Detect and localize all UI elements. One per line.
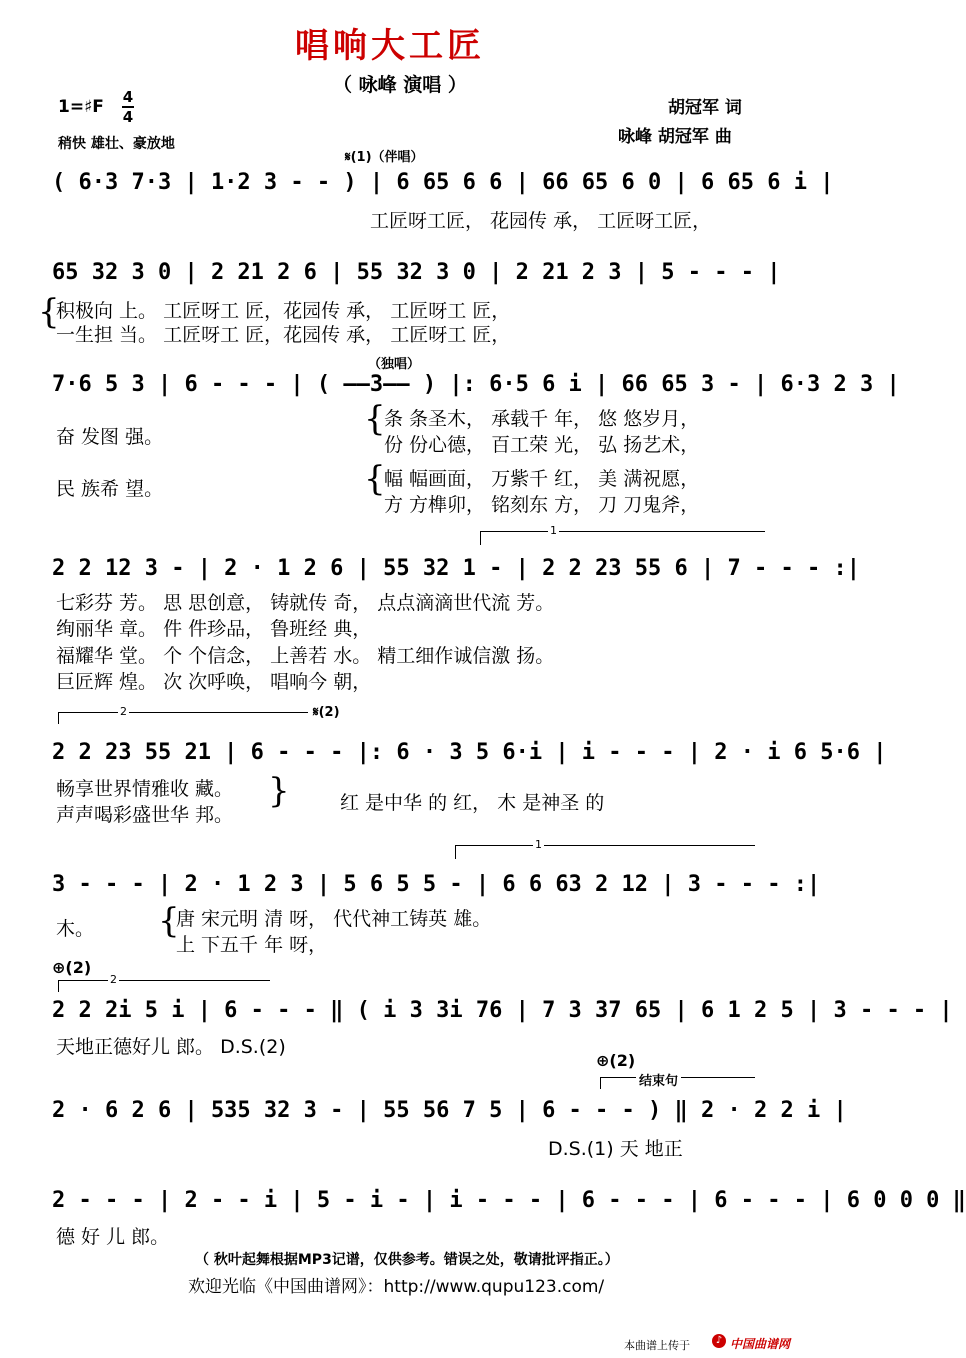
lyrics-line-4d: 巨匠辉 煌。 次 次呼唤， 唱响今 朝， (56, 671, 372, 693)
verse-line-6b: 上 下五千 年 呀， (176, 934, 328, 956)
brand-logo-icon: ♪ (712, 1334, 726, 1348)
key-signature: 1=♯F (58, 97, 104, 117)
lyrics-line-2a: 积极向 上。 工匠呀工 匠，花园传 承， 工匠呀工 匠， (56, 300, 511, 322)
verse-line-4: 方 方榫卯， 铭刻东 方， 刀 刀鬼斧， (384, 494, 700, 516)
ending-bracket-edge (600, 1077, 601, 1089)
lyrics-line-6a: 木。 (56, 918, 95, 940)
lyrics-line-4c: 福耀华 堂。 个 个信念， 上善若 水。 精工细作诚信激 扬。 (56, 645, 555, 667)
notation-line-1: ( 6·3 7·3 | 1·2 3 - - ) | 6 65 6 6 | 66 65 6 0 | 6 65 6 i | (52, 170, 834, 195)
lyrics-line-1: 工匠呀工匠， 花园传 承， 工匠呀工匠， (370, 210, 712, 232)
lyrics-line-5b: 声声喝彩盛世华 邦。 (56, 804, 234, 826)
lyrics-line-3b: 民 族希 望。 (56, 478, 164, 500)
volta-1-bracket-b-edge (455, 845, 456, 859)
volta-1-label: 1 (550, 524, 557, 537)
chorus-lyrics: 红 是中华 的 红， 木 是神圣 的 (340, 792, 605, 814)
verse-brace: { (364, 399, 386, 439)
lyrics-line-9: 德 好 儿 郎。 (56, 1226, 170, 1248)
transcription-note: （ 秋叶起舞根据MP3记谱，仅供参考。错误之处，敬请批评指正。） (195, 1252, 619, 1268)
lyrics-line-8: D.S.(1) 天 地正 (548, 1138, 683, 1160)
lyrics-line-3a: 奋 发图 强。 (56, 426, 164, 448)
ending-label: 结束句 (636, 1070, 681, 1089)
tempo-marking: 稍快 雄壮、豪放地 (58, 136, 175, 152)
volta-2-bracket-edge (58, 712, 59, 724)
verse-brace: { (158, 901, 180, 941)
verse-line-2: 份 份心德， 百工荣 光， 弘 扬艺术， (384, 434, 700, 456)
segno-1-mark: 𝄋(1)（伴唱） (345, 150, 424, 165)
coda-2-mark-ending: ⊕(2) (596, 1051, 636, 1070)
verse-brace: { (364, 459, 386, 499)
notation-line-5: 2 2 23 55 21 | 6 - - - |: 6 · 3 5 6·i | i - - - | 2 · i 6 5·6 | (52, 740, 887, 765)
lyrics-line-7: 天地正德好儿 郎。 D.S.(2) (56, 1036, 286, 1058)
performer-credit: （ 咏峰 演唱 ） (333, 74, 467, 96)
notation-line-3: 7·6 5 3 | 6 - - - | ( ——3—— ) |: 6·5 6 i | 66 65 3 - | 6·3 2 3 | (52, 372, 900, 397)
notation-line-7: 2 2 2i 5 i | 6 - - - ‖ ( i 3 3i 76 | 7 3 37 65 | 6 1 2 5 | 3 - - - | (52, 998, 953, 1023)
time-signature (122, 88, 134, 126)
notation-line-6: 3 - - - | 2 · 1 2 3 | 5 6 5 5 - | 6 6 63 2 12 | 3 - - - :| (52, 872, 821, 897)
lyrics-line-5a: 畅享世界情雅收 藏。 (56, 778, 234, 800)
segno-2-mark: 𝄋(2) (313, 705, 340, 720)
volta-1-label-b: 1 (535, 838, 542, 851)
verse-brace: { (38, 292, 60, 332)
verse-line-1: 条 条圣木， 承载千 年， 悠 悠岁月， (384, 408, 700, 430)
volta-1-bracket (480, 531, 765, 532)
volta-2-bracket-b (58, 980, 270, 981)
website-welcome: 欢迎光临《中国曲谱网》：http://www.qupu123.com/ (188, 1277, 605, 1297)
lyricist-credit: 胡冠军 词 (668, 98, 742, 118)
verse-line-3: 幅 幅画面， 万紫千 红， 美 满祝愿， (384, 468, 700, 490)
closing-brace: } (268, 771, 290, 811)
volta-2-bracket-b-edge (58, 980, 59, 992)
notation-line-8: 2 · 6 2 6 | 535 32 3 - | 55 56 7 5 | 6 - - - ) ‖ 2 · 2 2 i | (52, 1098, 847, 1123)
lyrics-line-2b: 一生担 当。 工匠呀工 匠，花园传 承， 工匠呀工 匠， (56, 324, 511, 346)
notation-line-9: 2 - - - | 2 - - i | 5 - i - | i - - - | 6 - - - | 6 - - - | 6 0 0 0 ‖ (52, 1188, 966, 1213)
volta-2-label: 2 (120, 705, 127, 718)
notation-line-4: 2 2 12 3 - | 2 · 1 2 6 | 55 32 1 - | 2 2 23 55 6 | 7 - - - :| (52, 556, 860, 581)
song-title: 唱响大工匠 (295, 26, 485, 66)
upload-label: 本曲谱上传于 (624, 1339, 690, 1352)
solo-mark: （独唱） (368, 357, 421, 372)
verse-line-6a: 唐 宋元明 清 呀， 代代神工铸英 雄。 (176, 908, 492, 930)
time-bottom: 4 (122, 108, 134, 126)
volta-2-bracket (58, 712, 308, 713)
time-top: 4 (122, 88, 134, 106)
notation-line-2: 65 32 3 0 | 2 21 2 6 | 55 32 3 0 | 2 21 2 3 | 5 - - - | (52, 260, 781, 285)
coda-2-mark: ⊕(2) (52, 958, 92, 977)
composer-credit: 咏峰 胡冠军 曲 (618, 127, 732, 147)
lyrics-line-4a: 七彩芬 芳。 思 思创意， 铸就传 奇， 点点滴滴世代流 芳。 (56, 592, 555, 614)
volta-2-label-b: 2 (110, 973, 117, 986)
brand-name: 中国曲谱网 (730, 1337, 791, 1351)
volta-1-bracket-b (455, 845, 755, 846)
volta-1-bracket-edge (480, 531, 481, 545)
lyrics-line-4b: 绚丽华 章。 件 件珍品， 鲁班经 典， (56, 618, 372, 640)
